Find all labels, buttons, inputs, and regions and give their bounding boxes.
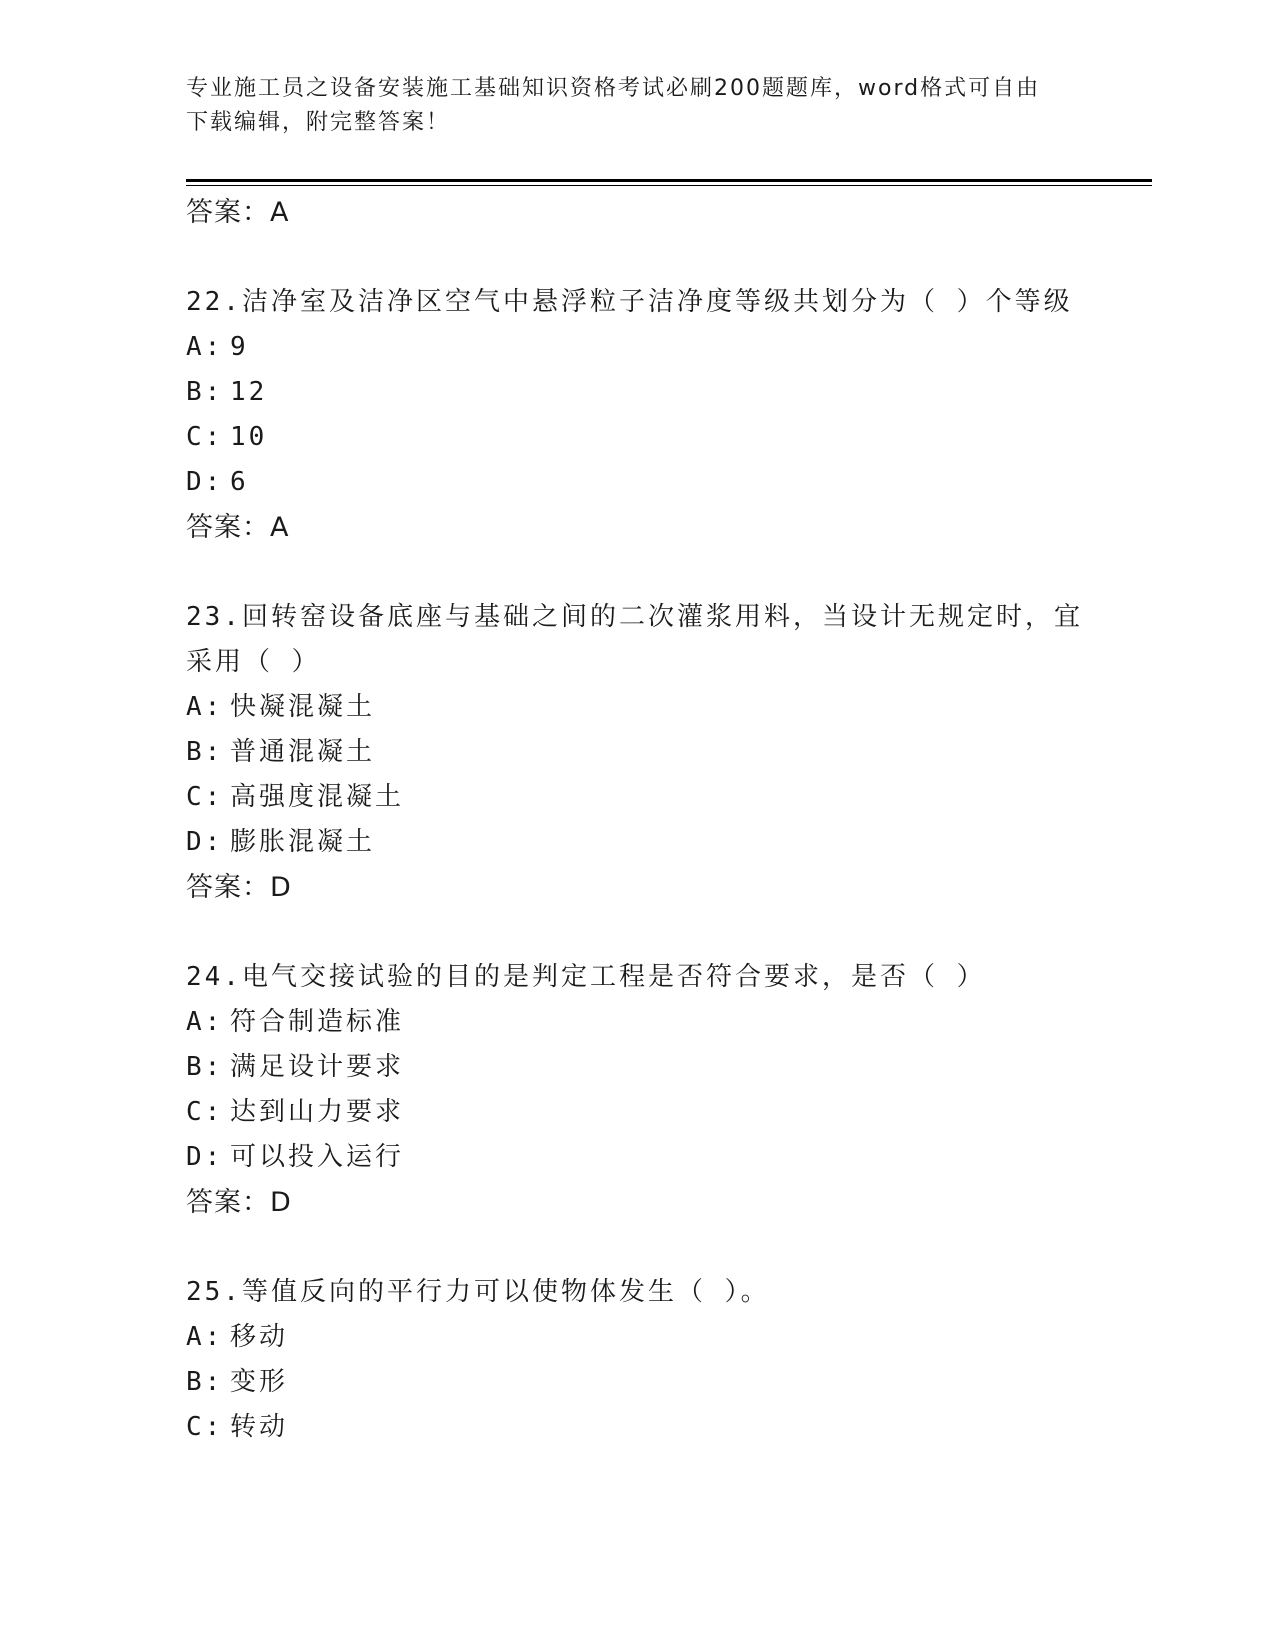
option-key: A:: [186, 332, 224, 362]
option-key: C:: [186, 1097, 224, 1127]
option-text: 满足设计要求: [230, 1052, 405, 1082]
answer-option: [186, 1360, 1086, 1405]
option-text: 变形: [230, 1367, 289, 1397]
page-header: [186, 72, 1086, 140]
question-line: 25.等值反向的平行力可以使物体发生（ ）。: [186, 1277, 770, 1307]
header-line-2: 下载编辑，附完整答案！: [186, 110, 451, 135]
answer-option: [186, 820, 1086, 865]
option-text: 移动: [230, 1322, 289, 1352]
option-text: 10: [230, 422, 268, 452]
option-text: 12: [230, 377, 268, 407]
option-key: C:: [186, 1412, 224, 1442]
spacer: [186, 235, 1086, 280]
answer-option: [186, 775, 1086, 820]
question-line: 24.电气交接试验的目的是判定工程是否符合要求，是否（ ）: [186, 962, 986, 992]
question-line: 采用（ ）: [186, 647, 321, 677]
answer-option: [186, 1000, 1086, 1045]
spacer: [186, 550, 1086, 595]
answer-line: 答案：D: [186, 1187, 292, 1218]
option-key: D:: [186, 1142, 224, 1172]
spacer: [186, 910, 1086, 955]
question-line: 23.回转窑设备底座与基础之间的二次灌浆用料，当设计无规定时，宜: [186, 602, 1083, 632]
answer-line: 答案：D: [186, 872, 292, 903]
header-divider-thin: [186, 185, 1152, 186]
question-text: [186, 280, 1086, 325]
option-text: 膨胀混凝土: [230, 827, 376, 857]
answer-option: [186, 370, 1086, 415]
answer-option: [186, 1135, 1086, 1180]
answer-option: [186, 1045, 1086, 1090]
option-text: 可以投入运行: [230, 1142, 405, 1172]
option-text: 符合制造标准: [230, 1007, 405, 1037]
option-key: B:: [186, 377, 224, 407]
option-key: B:: [186, 737, 224, 767]
question-text: [186, 595, 1086, 685]
answer-option: [186, 325, 1086, 370]
question-list: [186, 190, 1086, 1450]
answer-option: [186, 1315, 1086, 1360]
option-text: 转动: [230, 1412, 289, 1442]
option-text: 普通混凝土: [230, 737, 376, 767]
answer-option: [186, 685, 1086, 730]
answer-line: 答案：A: [186, 197, 290, 228]
option-key: D:: [186, 467, 224, 497]
option-key: C:: [186, 422, 224, 452]
option-text: 快凝混凝土: [230, 692, 376, 722]
option-text: 达到山力要求: [230, 1097, 405, 1127]
answer-option: [186, 730, 1086, 775]
answer-option: [186, 1090, 1086, 1135]
question-line: 22.洁净室及洁净区空气中悬浮粒子洁净度等级共划分为（ ）个等级: [186, 287, 1073, 317]
header-divider-thick: [186, 179, 1152, 182]
answer-option: [186, 1405, 1086, 1450]
question-text: [186, 1270, 1086, 1315]
option-key: A:: [186, 1007, 224, 1037]
header-line-1: 专业施工员之设备安装施工基础知识资格考试必刷200题题库，word格式可自由: [186, 76, 1041, 101]
answer-option: [186, 460, 1086, 505]
spacer: [186, 1225, 1086, 1270]
question-text: [186, 955, 1086, 1000]
option-text: 9: [230, 332, 249, 362]
option-key: A:: [186, 1322, 224, 1352]
option-key: A:: [186, 692, 224, 722]
option-key: B:: [186, 1052, 224, 1082]
option-key: C:: [186, 782, 224, 812]
answer-line: 答案：A: [186, 512, 290, 543]
option-text: 6: [230, 467, 249, 497]
answer-option: [186, 415, 1086, 460]
option-key: B:: [186, 1367, 224, 1397]
option-text: 高强度混凝土: [230, 782, 405, 812]
option-key: D:: [186, 827, 224, 857]
